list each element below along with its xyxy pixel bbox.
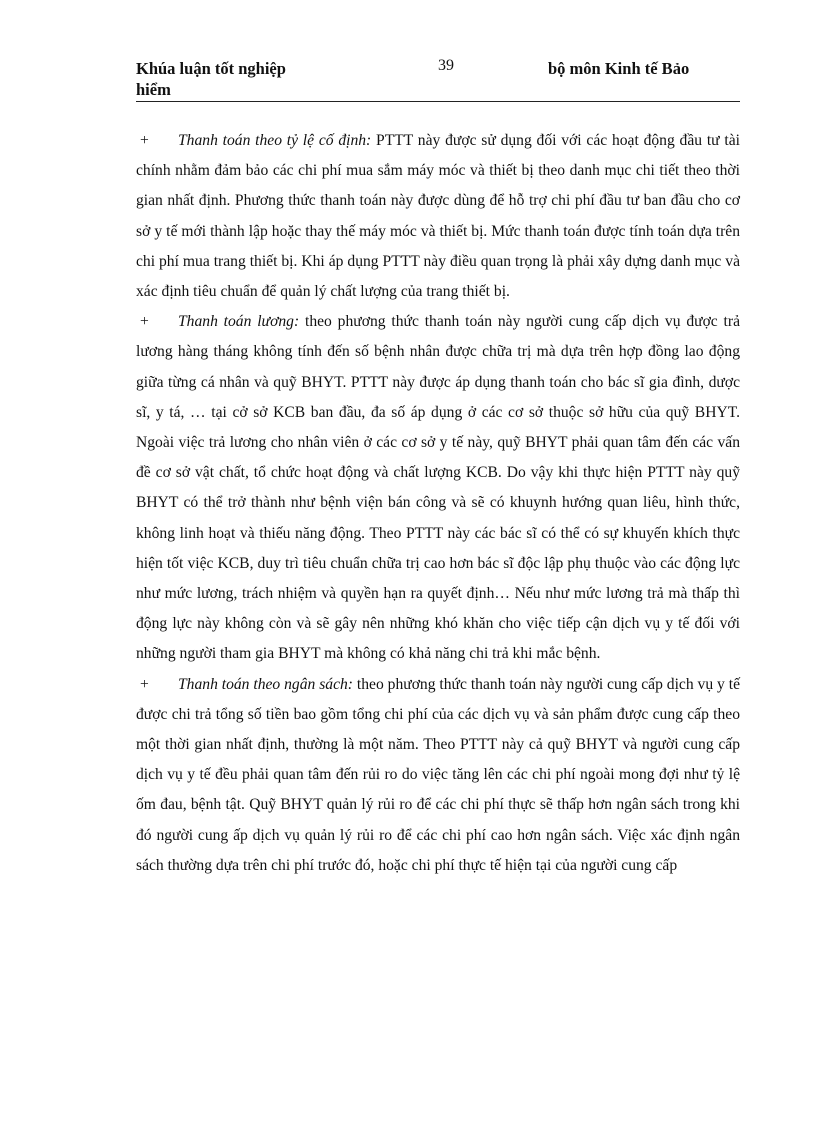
paragraph-text: theo phương thức thanh toán này người cung cấp dịch vụ được trả lương hàng tháng không tính đến số bệnh nhân được chữa trị mà dựa trên hợp đồng lao động giữa từng cá nhân và quỹ BHYT. PTTT này được áp dụng thanh toán cho bác sĩ gia đình, dược sĩ, y tá, … tại cở sở KCB ban đầu, đa số áp dụng ở các cơ sở thuộc sở hữu của quỹ BHYT. Ngoài việc trả lương cho nhân viên ở các cơ sở y tế này, quỹ BHYT phải quan tâm đến các vấn đề cơ sở vật chất, tổ chức hoạt động và chất lượng KCB. Do vậy khi thực hiện PTTT này quỹ BHYT có thể trở thành như bệnh viện bán công và sẽ có khuynh hướng quan liêu, hình thức, không linh hoạt và thiếu năng động. Theo PTTT này các bác sĩ có thể có sự khuyến khích thực hiện tốt việc KCB, duy trì tiêu chuẩn chữa trị cao hơn bác sĩ độc lập phụ thuộc vào các động lực như mức lương, trách nhiệm và quyền hạn ra quyết định… Nếu như mức lương trả mà thấp thì động lực này không còn và sẽ gây nên những khó khăn cho việc tiếp cận dịch vụ y tế đối với những người tham gia BHYT mà không có khả năng chi trả khi mắc bệnh. [136,313,740,663]
bullet-marker: + [140,675,149,693]
paragraph-text: theo phương thức thanh toán này người cung cấp dịch vụ y tế được chi trả tổng số tiền bao gồm tổng chi phí của các dịch vụ và sản phẩm được cung cấp theo một thời gian nhất định, thường là một năm. Theo PTTT này cả quỹ BHYT và người cung cấp dịch vụ y tế đều phải quan tâm đến rủi ro do việc tăng lên các chi phí ngoài mong đợi như tỷ lệ ốm đau, bệnh tật. Quỹ BHYT quản lý rủi ro để các chi phí thực sẽ thấp hơn ngân sách trong khi đó người cung ấp dịch vụ quản lý rủi ro để các chi phí cao hơn ngân sách. Việc xác định ngân sách thường dựa trên chi phí trước đó, hoặc chi phí thực tế hiện tại của người cung cấp [136,675,740,874]
page-header [136,57,740,102]
bullet-marker: + [140,313,149,331]
paragraph-budget-payment [136,670,740,881]
paragraph-text: PTTT này được sử dụng đối với các hoạt động đầu tư tài chính nhằm đảm bảo các chi phí mua sắm máy móc và thiết bị theo danh mục chi tiết theo thời gian nhất định. Phương thức thanh toán này được dùng để hỗ trợ chi phí đầu tư ban đầu cho cơ sở y tế mới thành lập hoặc thay thế máy móc và thiết bị. Mức thanh toán được tính toán dựa trên chi phí mua trang thiết bị. Khi áp dụng PTTT này điều quan trọng là phải xây dựng danh mục và xác định tiêu chuẩn để quản lý chất lượng của trang thiết bị. [136,132,740,301]
paragraph-fixed-rate-payment [136,126,740,307]
document-body [136,126,740,881]
header-right-title: bộ môn Kinh tế Bảo [548,59,690,78]
header-left-title: Khúa luận tốt nghiệp [136,59,286,78]
paragraph-lead: Thanh toán lương: [178,313,300,331]
paragraph-salary-payment [136,307,740,669]
header-left-title-continued: hiểm [136,80,171,99]
paragraph-lead: Thanh toán theo tỷ lệ cố định: [178,132,372,149]
paragraph-lead: Thanh toán theo ngân sách: [178,675,353,693]
page-number: 39 [438,57,454,74]
bullet-marker: + [140,132,149,149]
